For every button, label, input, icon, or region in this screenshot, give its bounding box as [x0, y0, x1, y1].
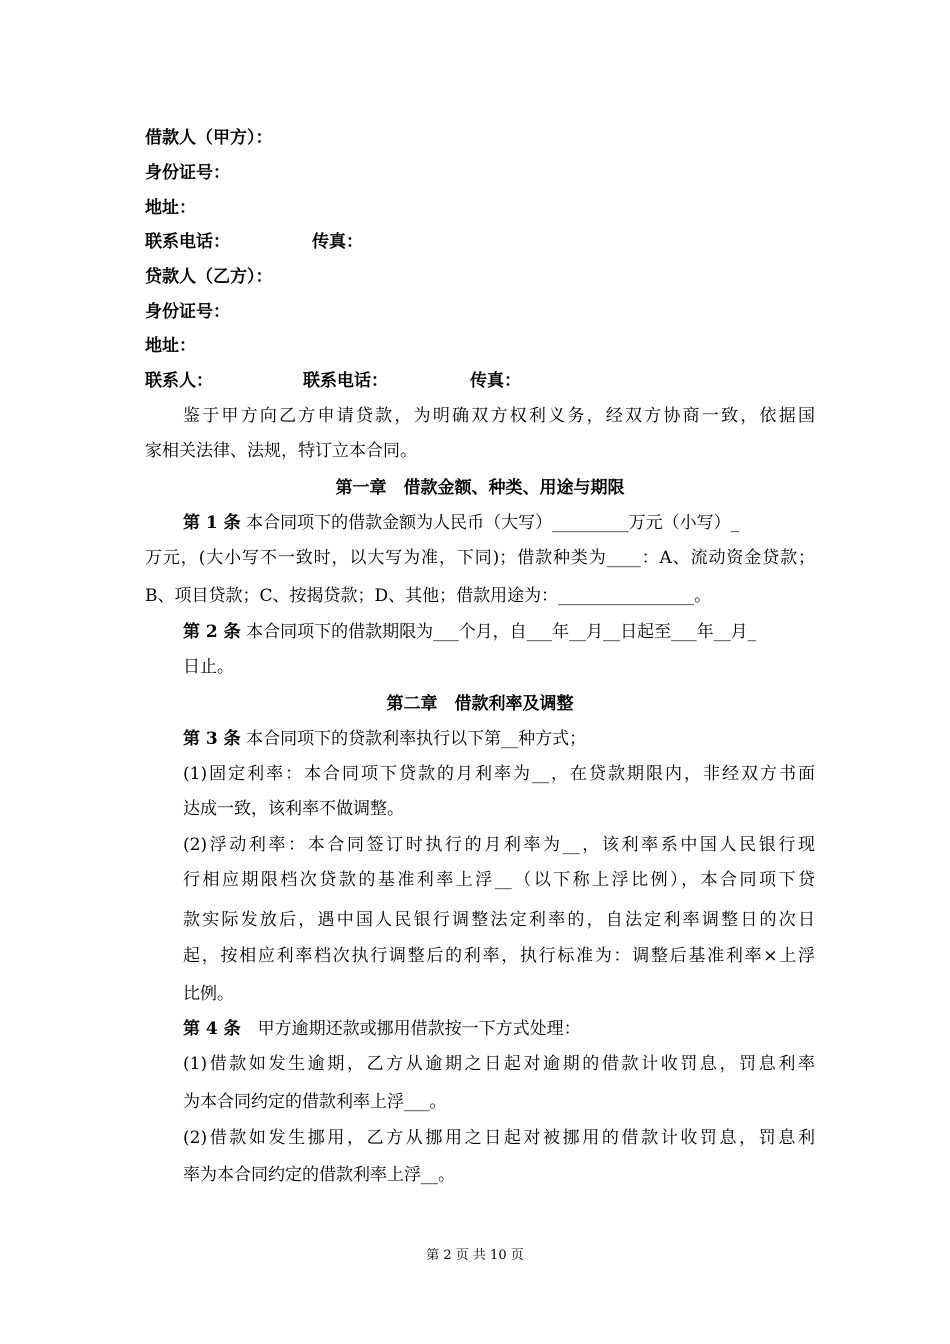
lender-label: 贷款人（乙方）：: [145, 267, 273, 287]
article-1-text: 万元（小写）: [628, 513, 731, 533]
blank-amount-lower: _: [730, 513, 740, 533]
article-2-line-2: 日止。: [183, 657, 234, 677]
article-1-text: 本合同项下的借款金额为人民币（大写）: [240, 513, 553, 533]
chapter-2-title: 第二章 借款利率及调整: [386, 694, 574, 714]
article-3-float-rate-line-3: 款实际发放后，遇中国人民银行调整法定利率的，自法定利率调整日的次日: [183, 910, 815, 930]
article-3-float-rate-line-2: 行相应期限档次贷款的基准利率上浮__（以下称上浮比例），本合同项下贷: [183, 870, 815, 890]
blank-amount-upper: _________: [552, 513, 629, 533]
article-3-fixed-rate-line-2: 达成一致，该利率不做调整。: [183, 799, 404, 819]
lender-address-label: 地址：: [145, 336, 196, 356]
article-4-overdue-line-1: (1)借款如发生逾期，乙方从逾期之日起对逾期的借款计收罚息，罚息利率: [183, 1054, 815, 1074]
article-3-fixed-rate-line-1: (1)固定利率：本合同项下贷款的月利率为__，在贷款期限内，非经双方书面: [183, 764, 815, 784]
article-3-label: 第 3 条: [183, 729, 241, 749]
lender-contact-label: 联系人：: [145, 371, 213, 391]
lender-contact-line: [145, 371, 815, 391]
blank-loan-type: ____: [606, 548, 641, 568]
article-4-misuse-line-2: 率为本合同约定的借款利率上浮__。: [183, 1165, 455, 1185]
article-1-text: B、项目贷款；C、按揭贷款；D、其他；借款用途为：: [145, 586, 559, 606]
article-3-float-rate-line-5: 比例。: [183, 984, 234, 1004]
lender-fax-label: 传真：: [470, 371, 521, 391]
lender-id-label: 身份证号：: [145, 302, 230, 322]
article-1-line-1: [183, 513, 815, 533]
article-1-text: 。: [694, 586, 712, 606]
blank-loan-purpose: ________________: [558, 586, 695, 606]
article-4-label: 第 4 条: [183, 1019, 241, 1039]
article-3-line-1: [183, 729, 815, 749]
article-1-label: 第 1 条: [183, 513, 241, 533]
article-4-misuse-line-1: (2)借款如发生挪用，乙方从挪用之日起对被挪用的借款计收罚息，罚息利: [183, 1128, 815, 1148]
article-2-label: 第 2 条: [183, 622, 241, 642]
article-1-text: 万元，(大小写不一致时，以大写为准，下同)；借款种类为: [145, 548, 607, 568]
borrower-id-label: 身份证号：: [145, 163, 230, 183]
page-number-footer: 第 2 页 共 10 页: [426, 1248, 524, 1263]
preamble-line-2: 家相关法律、法规，特订立本合同。: [145, 441, 417, 461]
article-3-float-rate-line-4: 起，按相应利率档次执行调整后的利率，执行标准为：调整后基准利率×上浮: [183, 946, 815, 966]
article-3-float-rate-line-1: (2)浮动利率：本合同签订时执行的月利率为__，该利率系中国人民银行现: [183, 835, 815, 855]
article-4-text: 甲方逾期还款或挪用借款按一下方式处理：: [240, 1019, 581, 1039]
borrower-label: 借款人（甲方）：: [145, 128, 273, 148]
article-3-text: 本合同项下的贷款利率执行以下第__种方式；: [240, 729, 587, 749]
lender-phone-label: 联系电话：: [303, 371, 388, 391]
article-1-line-3: [145, 586, 815, 606]
borrower-contact-line: [145, 232, 815, 252]
borrower-address-label: 地址：: [145, 198, 196, 218]
chapter-1-title: 第一章 借款金额、种类、用途与期限: [335, 478, 625, 498]
article-2-line-1: [183, 622, 815, 642]
article-1-text: ：A、流动资金贷款；: [640, 548, 815, 568]
borrower-fax-label: 传真：: [312, 232, 363, 252]
article-1-line-2: [145, 548, 815, 568]
borrower-phone-label: 联系电话：: [145, 232, 230, 252]
article-2-text: 本合同项下的借款期限为___个月，自___年__月__日起至___年__月_: [240, 622, 757, 642]
article-4-overdue-line-2: 为本合同约定的借款利率上浮___。: [183, 1092, 447, 1112]
preamble-line-1: 鉴于甲方向乙方申请贷款，为明确双方权利义务，经双方协商一致，依据国: [183, 406, 815, 426]
article-4-line-1: [183, 1019, 815, 1039]
